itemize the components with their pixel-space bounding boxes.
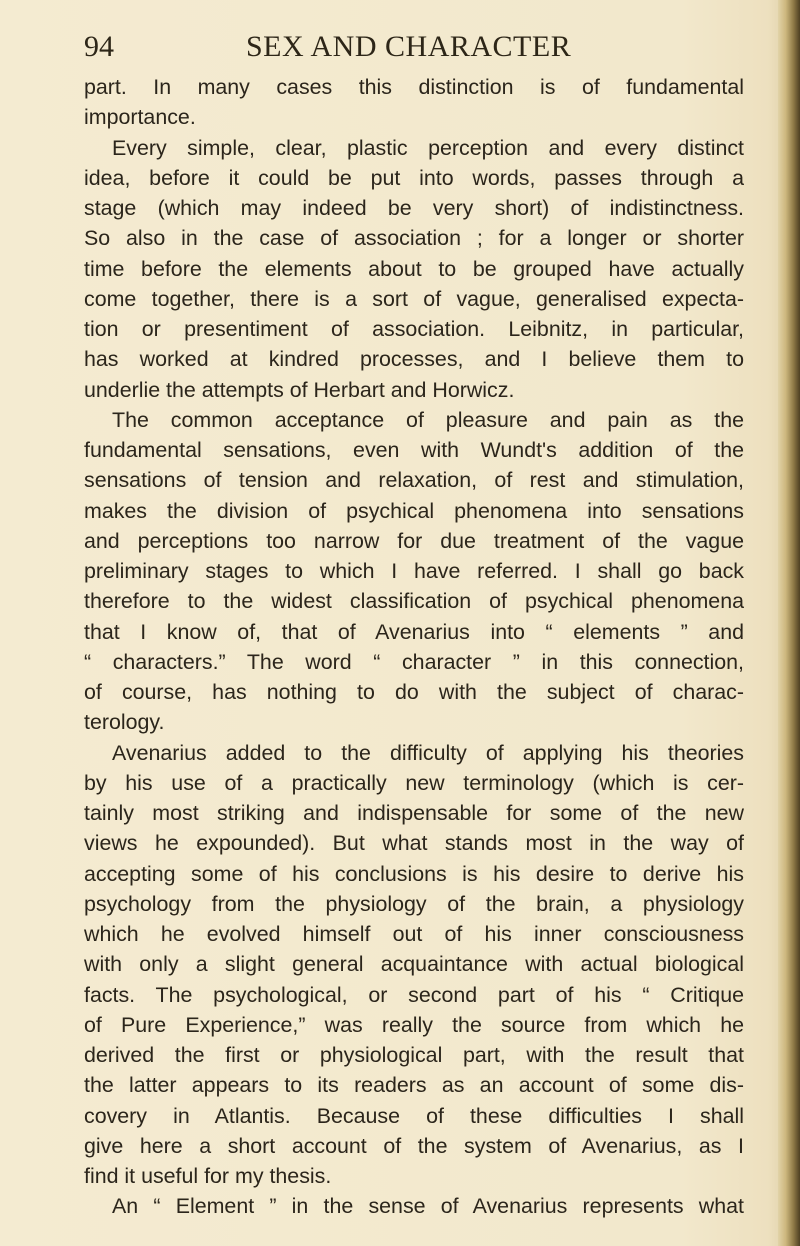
text-line: covery in Atlantis. Because of these difficulties I shall <box>84 1103 744 1128</box>
text-line: Avenarius added to the difficulty of applying his theories <box>112 740 744 765</box>
body-text <box>84 72 744 1222</box>
text-line: underlie the attempts of Herbart and Horwicz. <box>84 377 515 402</box>
text-line: therefore to the widest classification of psychical phenomena <box>84 589 744 614</box>
text-line: the latter appears to its readers as an account of some dis- <box>84 1073 744 1098</box>
page-number: 94 <box>84 30 114 63</box>
text-line: find it useful for my thesis. <box>84 1164 332 1188</box>
text-line: Every simple, clear, plastic perception and every distinct <box>112 135 744 160</box>
text-line: importance. <box>84 105 196 130</box>
text-line: views he expounded). But what stands most in the way of <box>84 831 744 856</box>
text-line: has worked at kindred processes, and I believe them to <box>84 347 744 372</box>
text-line: that I know of, that of Avenarius into “ elements ” and <box>84 619 744 644</box>
text-line: and perceptions too narrow for due treatment of the vague <box>84 528 744 553</box>
text-line: The common acceptance of pleasure and pain as the <box>112 407 744 432</box>
text-line: part. In many cases this distinction is of fundamental <box>84 75 744 99</box>
text-line: facts. The psychological, or second part of his “ Critique <box>84 982 744 1007</box>
text-line: come together, there is a sort of vague, generalised expecta- <box>84 286 744 311</box>
running-head <box>84 30 744 66</box>
text-line: with only a slight general acquaintance with actual biological <box>84 952 744 977</box>
text-line: give here a short account of the system of Avenarius, as I <box>84 1133 744 1158</box>
text-line: preliminary stages to which I have referred. I shall go back <box>84 559 744 583</box>
text-line: idea, before it could be put into words, passes through a <box>84 165 744 190</box>
text-line: tion or presentiment of association. Leibnitz, in particular, <box>84 317 744 341</box>
text-line: of course, has nothing to do with the subject of charac- <box>84 680 744 704</box>
book-spine-edge <box>778 0 800 1246</box>
text-line: accepting some of his conclusions is his desire to derive his <box>84 861 744 886</box>
text-line: derived the first or physiological part, with the result that <box>84 1043 744 1067</box>
text-line: time before the elements about to be grouped have actually <box>84 256 744 281</box>
text-line: stage (which may indeed be very short) of indistinctness. <box>84 196 744 220</box>
text-line: which he evolved himself out of his inner consciousness <box>84 922 744 946</box>
text-line: fundamental sensations, even with Wundt's addition of the <box>84 438 744 462</box>
text-line: So also in the case of association ; for a longer or shorter <box>84 226 744 251</box>
running-title: SEX AND CHARACTER <box>246 30 572 63</box>
text-line: terology. <box>84 710 165 735</box>
text-line: “ characters.” The word “ character ” in this connection, <box>84 649 744 674</box>
text-line: tainly most striking and indispensable for some of the new <box>84 801 744 825</box>
text-line: makes the division of psychical phenomena into sensations <box>84 498 744 523</box>
text-line: sensations of tension and relaxation, of rest and stimulation, <box>84 468 744 493</box>
text-line: An “ Element ” in the sense of Avenarius represents what <box>112 1194 744 1219</box>
text-line: by his use of a practically new terminology (which is cer- <box>84 770 744 795</box>
text-line: of Pure Experience,” was really the source from which he <box>84 1012 744 1037</box>
text-line: psychology from the physiology of the brain, a physiology <box>84 891 744 916</box>
